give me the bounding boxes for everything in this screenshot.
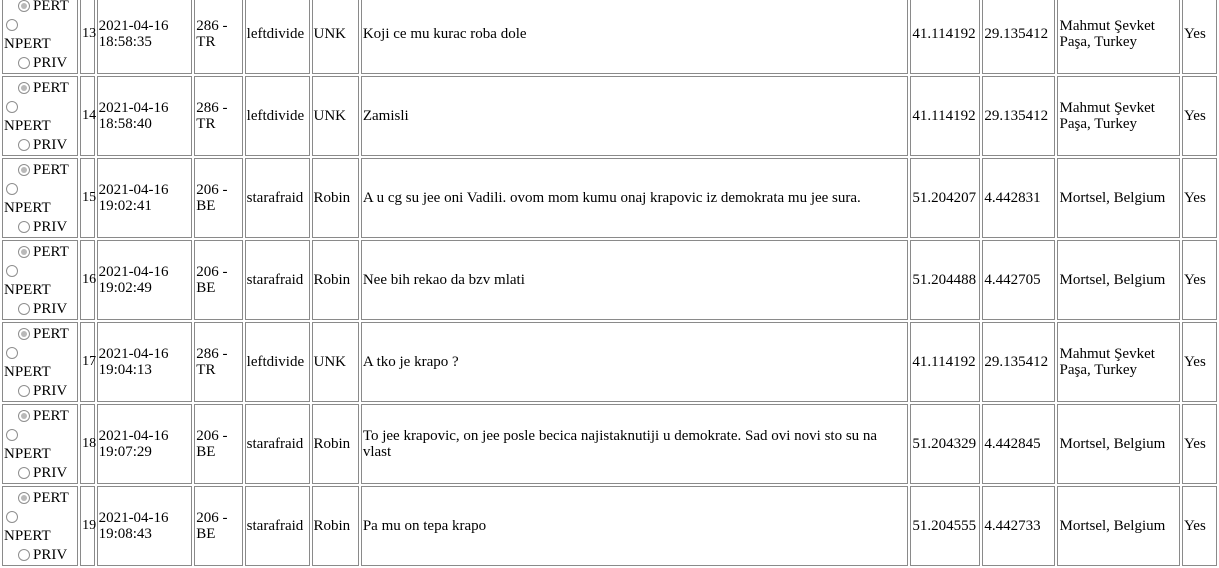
date: 2021-04-16: [98, 100, 169, 116]
timestamp-cell: [97, 322, 193, 402]
radio-priv-label: PRIV: [33, 300, 68, 317]
location-cell: Mahmut Şevket Paşa, Turkey: [1057, 322, 1179, 402]
radio-npert-label: NPERT: [4, 363, 51, 380]
flag-cell: Yes: [1182, 76, 1217, 156]
location-cell: Mahmut Şevket Paşa, Turkey: [1057, 76, 1179, 156]
row-index: 17: [80, 322, 94, 402]
country-code: BE: [196, 526, 216, 542]
channel-cell: starafraid: [245, 158, 310, 238]
channel-cell: leftdivide: [245, 0, 310, 74]
country-code: BE: [196, 198, 216, 214]
radio-option-priv[interactable]: [4, 545, 76, 564]
date: 2021-04-16: [98, 510, 169, 526]
radio-npert-label: NPERT: [4, 117, 51, 134]
radio-pert-icon[interactable]: [18, 164, 30, 176]
time: 19:08:43: [98, 526, 152, 542]
network-code-cell: [194, 76, 242, 156]
channel-cell: starafraid: [245, 240, 310, 320]
network-code: 206 -: [196, 510, 228, 526]
radio-option-pert[interactable]: [4, 242, 76, 261]
classification-cell: [2, 322, 78, 402]
network-code: 206 -: [196, 264, 228, 280]
timestamp-cell: [97, 404, 193, 484]
classification-cell: [2, 158, 78, 238]
time: 19:02:41: [98, 198, 152, 214]
row-index: 14: [80, 76, 94, 156]
radio-pert-label: PERT: [33, 243, 69, 260]
flag-cell: Yes: [1182, 486, 1217, 566]
radio-option-npert-label-line: [4, 526, 76, 545]
network-code-cell: [194, 158, 242, 238]
radio-option-npert-button[interactable]: [4, 507, 76, 526]
table-row: [2, 240, 1217, 320]
radio-option-npert-label-line: [4, 116, 76, 135]
latitude-cell: 51.204488: [910, 240, 980, 320]
radio-priv-label: PRIV: [33, 136, 68, 153]
table-body: [2, 0, 1217, 566]
radio-npert-icon[interactable]: [6, 429, 18, 441]
country-code: TR: [196, 116, 216, 132]
channel-cell: starafraid: [245, 486, 310, 566]
radio-priv-label: PRIV: [33, 218, 68, 235]
channel-cell: starafraid: [245, 404, 310, 484]
longitude-cell: 4.442705: [982, 240, 1055, 320]
longitude-cell: 4.442831: [982, 158, 1055, 238]
radio-npert-icon[interactable]: [6, 265, 18, 277]
radio-option-npert-label-line: [4, 280, 76, 299]
radio-option-pert[interactable]: [4, 488, 76, 507]
radio-npert-label: NPERT: [4, 35, 51, 52]
table-row: [2, 404, 1217, 484]
user-cell: UNK: [312, 0, 359, 74]
network-code-cell: [194, 322, 242, 402]
radio-priv-icon[interactable]: [18, 57, 30, 69]
radio-option-npert-button[interactable]: [4, 97, 76, 116]
latitude-cell: 51.204329: [910, 404, 980, 484]
network-code: 286 -: [196, 100, 228, 116]
radio-npert-icon[interactable]: [6, 19, 18, 31]
radio-npert-label: NPERT: [4, 281, 51, 298]
radio-priv-icon[interactable]: [18, 303, 30, 315]
date: 2021-04-16: [98, 428, 169, 444]
latitude-cell: 51.204555: [910, 486, 980, 566]
row-index: 13: [80, 0, 94, 74]
user-cell: Robin: [312, 158, 359, 238]
radio-option-npert-label-line: [4, 362, 76, 381]
radio-priv-icon[interactable]: [18, 221, 30, 233]
user-cell: Robin: [312, 404, 359, 484]
radio-option-pert[interactable]: [4, 160, 76, 179]
row-index: 18: [80, 404, 94, 484]
classification-cell: [2, 0, 78, 74]
radio-option-priv[interactable]: [4, 135, 76, 154]
network-code-cell: [194, 486, 242, 566]
flag-cell: Yes: [1182, 158, 1217, 238]
radio-pert-label: PERT: [33, 79, 69, 96]
location-cell: Mortsel, Belgium: [1057, 404, 1179, 484]
channel-cell: leftdivide: [245, 76, 310, 156]
user-cell: Robin: [312, 486, 359, 566]
network-code-cell: [194, 404, 242, 484]
time: 19:07:29: [98, 444, 152, 460]
row-index: 16: [80, 240, 94, 320]
message-cell: Koji ce mu kurac roba dole: [361, 0, 909, 74]
radio-npert-label: NPERT: [4, 527, 51, 544]
date: 2021-04-16: [98, 18, 169, 34]
network-code: 286 -: [196, 18, 228, 34]
message-cell: A tko je krapo ?: [361, 322, 909, 402]
longitude-cell: 29.135412: [982, 76, 1055, 156]
longitude-cell: 29.135412: [982, 322, 1055, 402]
message-cell: Pa mu on tepa krapo: [361, 486, 909, 566]
message-cell: To jee krapovic, on jee posle becica najistaknutiji u demokrate. Sad ovi novi sto su na vlast: [361, 404, 909, 484]
radio-pert-icon[interactable]: [18, 328, 30, 340]
radio-pert-icon[interactable]: [18, 246, 30, 258]
radio-priv-icon[interactable]: [18, 139, 30, 151]
user-cell: UNK: [312, 76, 359, 156]
radio-option-pert[interactable]: [4, 406, 76, 425]
radio-pert-label: PERT: [33, 0, 69, 14]
time: 19:02:49: [98, 280, 152, 296]
radio-option-npert-button[interactable]: [4, 261, 76, 280]
network-code-cell: [194, 240, 242, 320]
network-code: 286 -: [196, 346, 228, 362]
radio-pert-icon[interactable]: [18, 82, 30, 94]
radio-option-priv[interactable]: [4, 53, 76, 72]
country-code: BE: [196, 444, 216, 460]
latitude-cell: 51.204207: [910, 158, 980, 238]
channel-cell: leftdivide: [245, 322, 310, 402]
radio-pert-label: PERT: [33, 161, 69, 178]
radio-priv-icon[interactable]: [18, 467, 30, 479]
longitude-cell: 29.135412: [982, 0, 1055, 74]
radio-option-npert-label-line: [4, 198, 76, 217]
timestamp-cell: [97, 240, 193, 320]
latitude-cell: 41.114192: [910, 76, 980, 156]
timestamp-cell: [97, 158, 193, 238]
radio-npert-icon[interactable]: [6, 511, 18, 523]
radio-npert-icon[interactable]: [6, 347, 18, 359]
table-row: [2, 0, 1217, 74]
country-code: TR: [196, 362, 216, 378]
radio-option-npert-label-line: [4, 34, 76, 53]
radio-option-priv[interactable]: [4, 381, 76, 400]
radio-priv-icon[interactable]: [18, 385, 30, 397]
radio-priv-icon[interactable]: [18, 549, 30, 561]
radio-npert-icon[interactable]: [6, 183, 18, 195]
radio-option-pert[interactable]: [4, 0, 76, 15]
flag-cell: Yes: [1182, 0, 1217, 74]
table-row: [2, 76, 1217, 156]
radio-option-pert[interactable]: [4, 324, 76, 343]
radio-option-pert[interactable]: [4, 78, 76, 97]
radio-option-npert-button[interactable]: [4, 15, 76, 34]
classification-cell: [2, 486, 78, 566]
radio-option-priv[interactable]: [4, 217, 76, 236]
radio-pert-label: PERT: [33, 407, 69, 424]
flag-cell: Yes: [1182, 404, 1217, 484]
latitude-cell: 41.114192: [910, 322, 980, 402]
row-index: 15: [80, 158, 94, 238]
longitude-cell: 4.442733: [982, 486, 1055, 566]
classification-cell: [2, 240, 78, 320]
date: 2021-04-16: [98, 346, 169, 362]
timestamp-cell: [97, 76, 193, 156]
flag-cell: Yes: [1182, 240, 1217, 320]
location-cell: Mortsel, Belgium: [1057, 240, 1179, 320]
network-code: 206 -: [196, 428, 228, 444]
user-cell: Robin: [312, 240, 359, 320]
radio-pert-icon[interactable]: [18, 0, 30, 12]
radio-option-npert-label-line: [4, 444, 76, 463]
user-cell: UNK: [312, 322, 359, 402]
time: 19:04:13: [98, 362, 152, 378]
longitude-cell: 4.442845: [982, 404, 1055, 484]
location-cell: Mortsel, Belgium: [1057, 486, 1179, 566]
radio-pert-icon[interactable]: [18, 492, 30, 504]
radio-pert-label: PERT: [33, 489, 69, 506]
radio-pert-label: PERT: [33, 325, 69, 342]
message-cell: A u cg su jee oni Vadili. ovom mom kumu onaj krapovic iz demokrata mu jee sura.: [361, 158, 909, 238]
radio-priv-label: PRIV: [33, 54, 68, 71]
row-index: 19: [80, 486, 94, 566]
classification-cell: [2, 404, 78, 484]
country-code: TR: [196, 34, 216, 50]
radio-option-npert-button[interactable]: [4, 425, 76, 444]
flag-cell: Yes: [1182, 322, 1217, 402]
time: 18:58:35: [98, 34, 152, 50]
table-row: [2, 322, 1217, 402]
radio-option-npert-button[interactable]: [4, 343, 76, 362]
radio-priv-label: PRIV: [33, 546, 68, 563]
country-code: BE: [196, 280, 216, 296]
message-cell: Nee bih rekao da bzv mlati: [361, 240, 909, 320]
table-row: [2, 158, 1217, 238]
classification-cell: [2, 76, 78, 156]
message-cell: Zamisli: [361, 76, 909, 156]
radio-npert-label: NPERT: [4, 199, 51, 216]
time: 18:58:40: [98, 116, 152, 132]
location-cell: Mahmut Şevket Paşa, Turkey: [1057, 0, 1179, 74]
radio-option-priv[interactable]: [4, 299, 76, 318]
radio-npert-label: NPERT: [4, 445, 51, 462]
latitude-cell: 41.114192: [910, 0, 980, 74]
date: 2021-04-16: [98, 182, 169, 198]
network-code-cell: [194, 0, 242, 74]
radio-priv-label: PRIV: [33, 464, 68, 481]
radio-option-priv[interactable]: [4, 463, 76, 482]
location-cell: Mortsel, Belgium: [1057, 158, 1179, 238]
radio-priv-label: PRIV: [33, 382, 68, 399]
timestamp-cell: [97, 0, 193, 74]
network-code: 206 -: [196, 182, 228, 198]
timestamp-cell: [97, 486, 193, 566]
table-row: [2, 486, 1217, 566]
radio-pert-icon[interactable]: [18, 410, 30, 422]
radio-option-npert-button[interactable]: [4, 179, 76, 198]
radio-npert-icon[interactable]: [6, 101, 18, 113]
date: 2021-04-16: [98, 264, 169, 280]
